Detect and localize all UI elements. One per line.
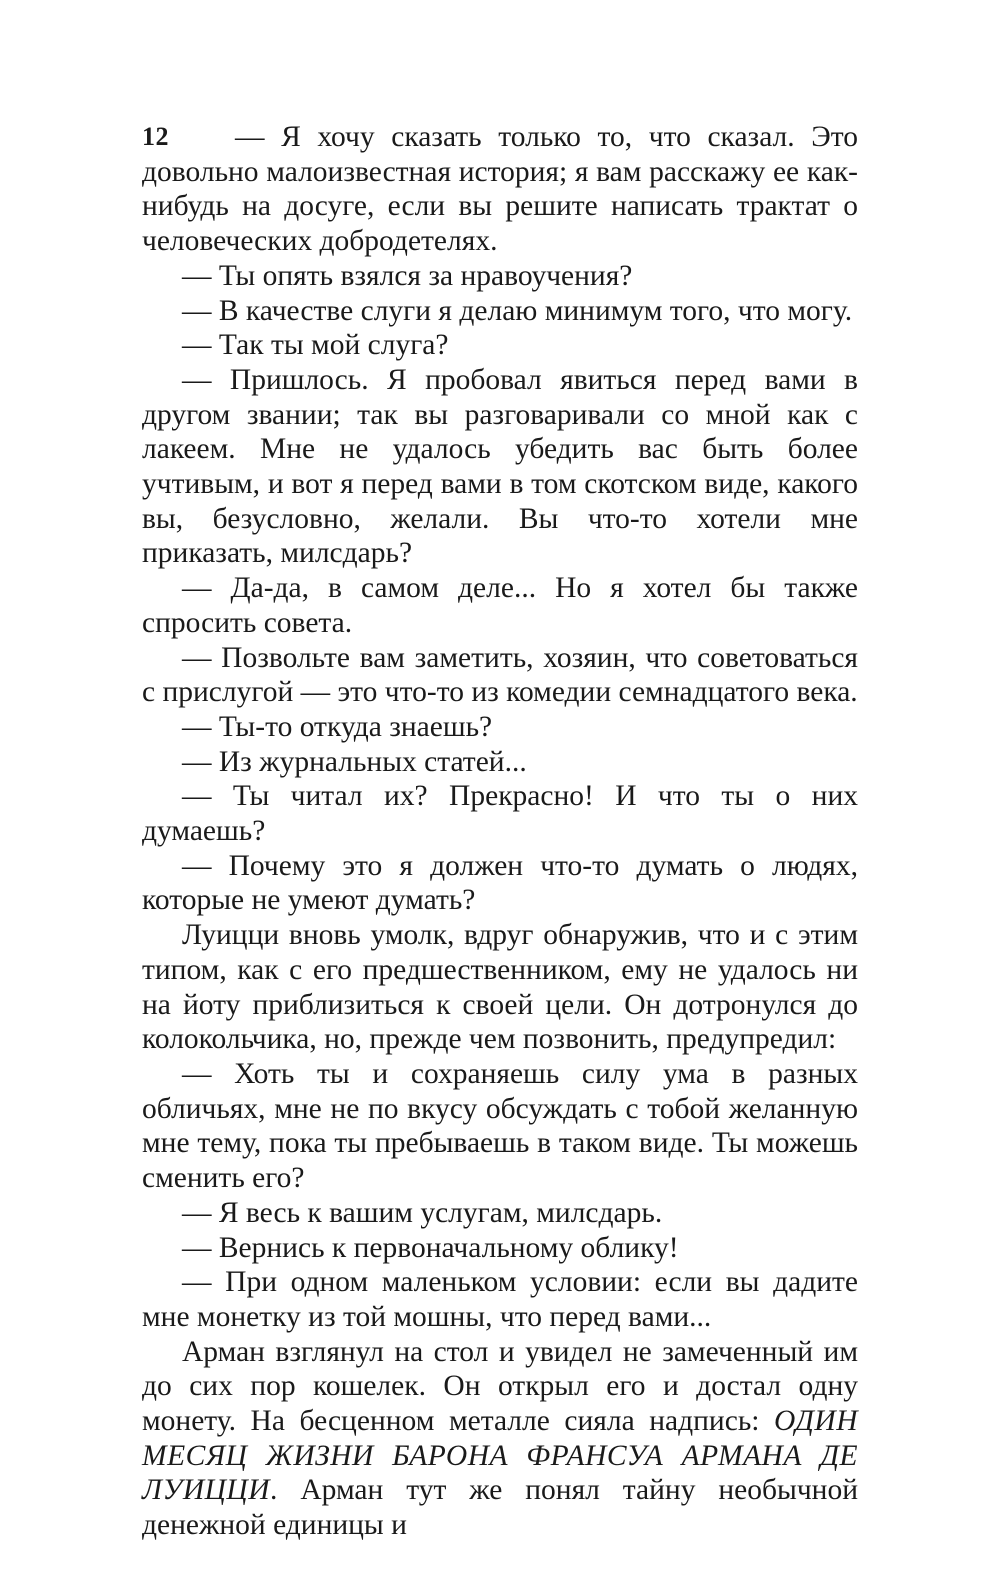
last-paragraph-start: Арман взглянул на стол и увидел не замеченный им до сих пор кошелек. Он открыл его и достал одну монету. На бесценном металле сияла надпись: [142,1335,858,1438]
paragraph: — При одном маленьком условии: если вы дадите мне монетку из той мошны, что перед вами... [142,1266,858,1333]
last-paragraph [142,1335,858,1543]
paragraph: — Ты-то откуда знаешь? [182,710,493,743]
paragraph: — Позвольте вам заметить, хозяин, что советоваться с прислугой — это что-то из комедии семнадцатого века. [142,641,858,709]
paragraph: — Я хочу сказать только то, что сказал. Это довольно малоизвестная история; я вам расскажу ее как-нибудь на досуге, если вы решите написать трактат о человеческих добродетелях. [142,121,858,258]
paragraph: — Ты читал их? Прекрасно! И что ты о них думаешь? [142,780,858,848]
paragraph: — Я весь к вашим услугам, милсдарь. [182,1196,663,1229]
paragraph: — Пришлось. Я пробовал явиться перед вами в другом звании; так вы разговаривали со мной как с лакеем. Мне не удалось убедить вас быть более учтивым, и вот я перед вами в том скотском виде, какого вы, безусловно, желали. Вы что-то хотели мне приказать, милсдарь? [142,363,858,570]
body-text [142,120,858,1543]
paragraph: — Ты опять взялся за нравоучения? [182,259,633,292]
coin-inscription: ОДИН МЕСЯЦ ЖИЗНИ БАРОНА ФРАНСУА АРМАНА ДЕ ЛУИЦЦИ [142,1405,858,1507]
paragraph: Луицци вновь умолк, вдруг обнаружив, что и с этим типом, как с его предшественником, ему не удалось ни на йоту приблизиться к своей цели. Он дотронулся до колокольчика, но, прежде чем позвонить, предупредил: [142,919,858,1056]
page-number: 12 [142,122,169,151]
paragraph: — Вернись к первоначальному облику! [182,1231,679,1264]
paragraph: — Так ты мой слуга? [182,329,449,362]
paragraph: — В качестве слуги я делаю минимум того, что могу. [182,294,853,327]
paragraph: — Да-да, в самом деле... Но я хотел бы также спросить совета. [142,572,858,639]
paragraph: — Из журнальных статей... [182,745,527,778]
paragraph: — Хоть ты и сохраняешь силу ума в разных обличьях, мне не по вкусу обсуждать с тобой желанную мне тему, пока ты пребываешь в таком виде. Ты можешь сменить его? [142,1057,858,1195]
paragraph: — Почему это я должен что-то думать о людях, которые не умеют думать? [142,849,858,917]
last-paragraph-end: . Арман тут же понял тайну необычной денежной единицы и [142,1474,858,1542]
